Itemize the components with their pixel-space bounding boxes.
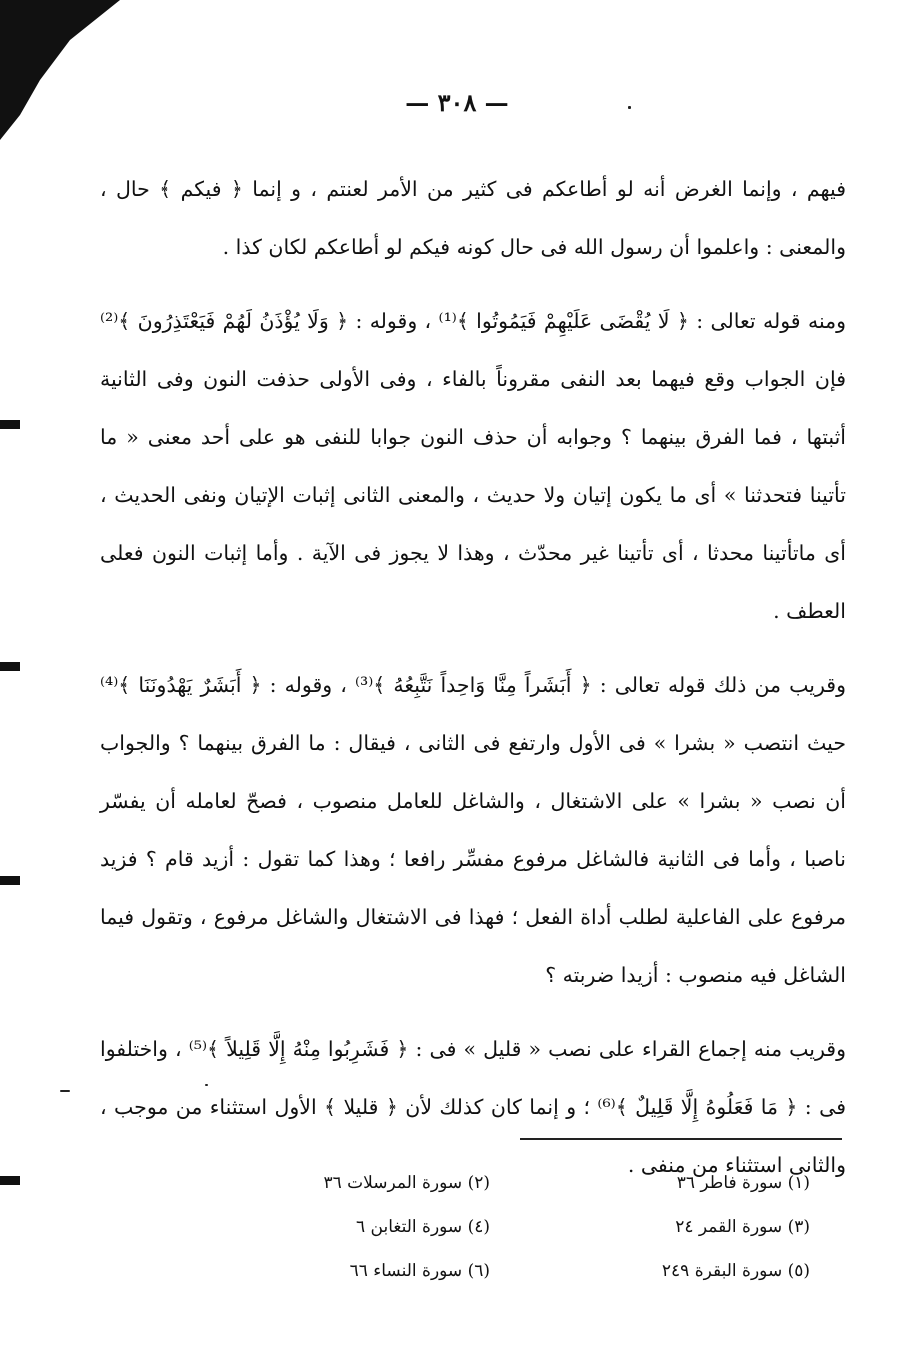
- edge-mark: [0, 420, 20, 429]
- footnote: (١) سورة فاطر ٣٦: [676, 1173, 810, 1193]
- paragraph: فيهم ، وإنما الغرض أنه لو أطاعكم فى كثير من الأمر لعنتم ، و إنما ﴿ فيكم ﴾ حال ، والمعنى : واعلموا أن رسول الله فى حال كونه فيكم لو أطاعكم لكان كذا .: [100, 177, 846, 259]
- footnote: (٦) سورة النساء ٦٦: [349, 1261, 490, 1281]
- scan-speck: [60, 1090, 70, 1092]
- footnote: (٤) سورة التغابن ٦: [356, 1217, 490, 1237]
- paragraph: وقريب منه إجماع القراء على نصب « قليل » فى : ﴿ فَشَرِبُوا مِنْهُ إِلَّا قَلِيلاً ﴾⁽⁵⁾ ، واختلفوا فى : ﴿ مَا فَعَلُوهُ إِلَّا قَلِيلٌ ﴾⁽⁶⁾ ؛ و إنما كان كذلك لأن ﴿ قليلا ﴾ الأول استثناء من موجب ، والثانى استثناء من منفى .: [100, 1037, 846, 1177]
- footnotes: [250, 1170, 810, 1284]
- footnote: (٣) سورة القمر ٢٤: [675, 1217, 810, 1237]
- footnote: (٢) سورة المرسلات ٣٦: [323, 1173, 490, 1193]
- body-text: [100, 160, 846, 1210]
- footnote-divider: [520, 1138, 842, 1140]
- paragraph: ومنه قوله تعالى : ﴿ لَا يُقْضَى عَلَيْهِمْ فَيَمُوتُوا ﴾⁽¹⁾ ، وقوله : ﴿ وَلَا يُؤْذَنُ لَهُمْ فَيَعْتَذِرُونَ ﴾⁽²⁾ فإن الجواب وقع فيهما بعد النفى مقروناً بالفاء ، وفى الأولى حذفت النون وفى الثانية أثبتها ، فما الفرق بينهما ؟ وجوابه أن حذف النون جوابا للنفى هو على أحد معنى « ما تأتينا فتحدثنا » أى ما يكون إتيان ولا حديث ، والمعنى الثانى إثبات الإتيان ونفى الحديث ، أى ماتأتينا محدثا ، أى تأتينا غير محدّث ، وهذا لا يجوز فى الآية . وأما إثبات النون فعلى العطف .: [100, 309, 847, 623]
- edge-mark: [0, 876, 20, 885]
- page-number: — ٣٠٨ —: [405, 88, 509, 117]
- edge-mark: [0, 1176, 20, 1185]
- footnote: (٥) سورة البقرة ٢٤٩: [661, 1261, 810, 1281]
- edge-mark: [0, 662, 20, 671]
- dark-corner-artifact: [0, 0, 120, 140]
- paragraph: وقريب من ذلك قوله تعالى : ﴿ أَبَشَراً مِنَّا وَاحِداً نَتَّبِعُهُ ﴾⁽³⁾ ، وقوله : ﴿ أَبَشَرٌ يَهْدُونَنَا ﴾⁽⁴⁾ حيث انتصب « بشرا » فى الأول وارتفع فى الثانى ، فيقال : ما الفرق بينهما ؟ والجواب أن نصب « بشرا » على الاشتغال ، والشاغل للعامل منصوب ، فصحّ لعامله أن يفسّر ناصبا ، وأما فى الثانية فالشاغل مرفوع مفسِّر رافعا ؛ وهذا كما تقول : أزيد قام ؟ فزيد مرفوع على الفاعلية لطلب أداة الفعل ؛ فهذا فى الاشتغال والشاغل مرفوع ، وتقول فيما الشاغل فيه منصوب : أزيدا ضربته ؟: [100, 673, 846, 987]
